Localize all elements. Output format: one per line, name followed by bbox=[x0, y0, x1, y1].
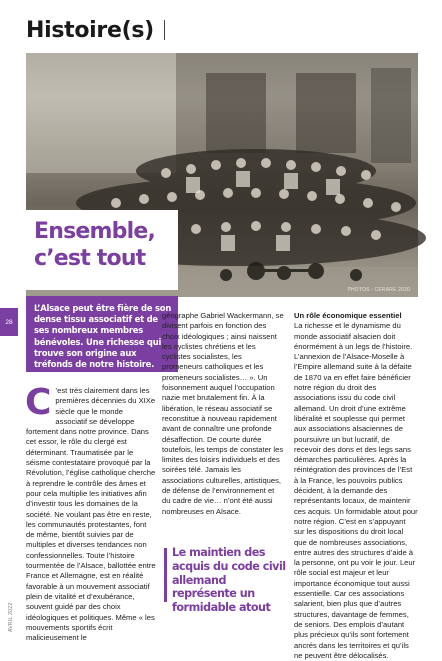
issue-date-text: AVRIL 2022 bbox=[8, 602, 14, 632]
page-number: 28 bbox=[5, 318, 13, 326]
column-2-text: géographe Gabriel Wackermann, se divisent parfois en fonction des choix idéologiques ; ainsi naissent les cyclistes chrétiens et les cyclistes socialistes, les promeneurs catholiques et les promeneurs socialistes… ». Un foisonnement auquel l’occupation nazie met brutalement fin. À la libération, le réseau associatif se reconstitue à nouveau rapidement avant de connaître une profonde désaffection. De courte durée toutefois, les temps de constater les limites des loisirs individuels et des soirées télé. Jamais les associations culturelles, artistiques, de défense de l’environnement et du cadre de vie… n’ont été aussi nombreuses en Alsace. bbox=[162, 311, 284, 516]
section-title: Histoire(s) bbox=[26, 17, 154, 43]
page-number-tab bbox=[0, 308, 18, 336]
body-column-2 bbox=[162, 311, 284, 517]
article-title bbox=[26, 210, 178, 290]
lead-text: L’Alsace peut être fière de son dense tissu associatif et de ses nombreux membres bénévoles. Une richesse qui trouve son origine aux tréfonds de notre histoire. bbox=[34, 303, 172, 370]
column-3-subhead: Un rôle économique essentiel bbox=[294, 311, 402, 320]
pull-quote bbox=[164, 546, 286, 615]
column-3-text: La richesse et le dynamisme du monde associatif alsacien doit énormément à un legs de l’histoire. L’annexion de l’Alsace-Moselle à l’Empire allemand suite à la défaite de 1870 va en effet faire bénéficier notre région du droit des associations issu du code civil allemand. Un droit d’une extrême libéralité et souplesse qui permet aux associations alsaciennes de poursuivre un but lucratif, de recevoir des dons et des legs sans démarches particulières. Après la réintégration des provinces de l’Est à la France, les pouvoirs publics décident, à la demande des représentants locaux, de maintenir ces acquis. Un formidable atout pour notre région. C’est en s’appuyant sur les dispositions du droit local que de nombreuses associations, entre autres des structures d’aide à la personne, ont pu voir le jour. Leur rôle social est majeur et leur importance économique tout aussi essentielle. Car ces associations salarient, bien plus que d’autres structures, davantage de femmes, de seniors. Des emplois d’autant plus précieux qu’ils sont fortement ancrés dans les territoires et qu’ils ne peuvent être délocalisés. bbox=[294, 321, 418, 660]
pull-quote-text: Le maintien des acquis du code civil allemand représente un formidable atout bbox=[172, 546, 286, 615]
photo-credit: PHOTOS : CERARE 2020 bbox=[347, 287, 410, 293]
title-line-2: c’est tout bbox=[34, 246, 146, 271]
body-column-3 bbox=[294, 311, 418, 661]
column-1-text: ’est très clairement dans les premières décennies du XIXe siècle que le monde associatif se développe fortement dans notre province. Dans cet essor, le rôle du clergé est déterminant. Traumatisée par le séisme contestataire provoqué par la Révolution, l’église catholique cherche à reprendre le contrôle des âmes et pour cela multiplie les initiatives afin d’investir tous les domaines de la société. Ne voulant pas être en reste, les communautés protestantes, font de même, bientôt suivies par de multiples et diverses tendances non confessionnelles. Toute l’histoire tourmentée de l’Alsace, ballottée entre France et Allemagne, est en réalité favorable à un mouvement associatif plein de vitalité et d’exubérance, souvent guidé par des choix idéologiques et politiques. Même « les mouvements sportifs écrit malicieusement le bbox=[26, 386, 156, 643]
section-header bbox=[26, 14, 165, 46]
body-column-1 bbox=[25, 382, 156, 643]
lead-box bbox=[26, 296, 178, 372]
drop-cap: C bbox=[25, 382, 52, 423]
issue-date bbox=[6, 604, 18, 632]
pull-quote-bar bbox=[164, 548, 167, 602]
title-line-1: Ensemble, bbox=[34, 219, 155, 244]
header-divider bbox=[164, 20, 166, 40]
